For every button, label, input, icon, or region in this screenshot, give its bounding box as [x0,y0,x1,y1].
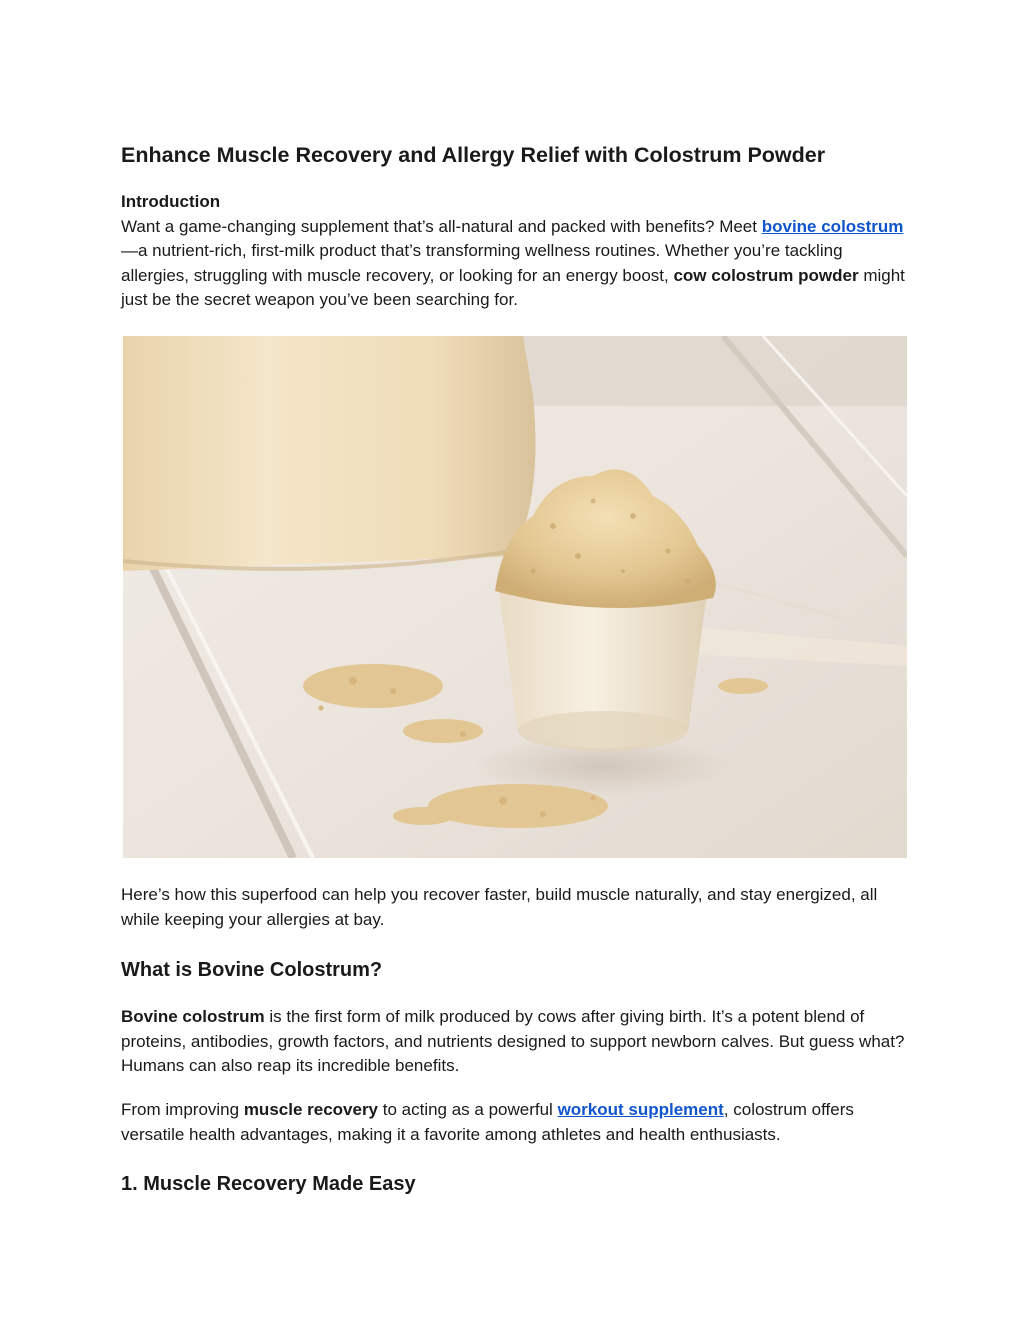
bovine-colostrum-bold: Bovine colostrum [121,1007,265,1026]
document-title: Enhance Muscle Recovery and Allergy Relief with Colostrum Powder [121,143,826,167]
intro-section [121,190,906,313]
intro-summary-paragraph: Here’s how this superfood can help you recover faster, build muscle naturally, and stay energized, all while keeping your allergies at bay. [121,885,878,929]
colostrum-powder-photo [123,336,907,858]
muscle-recovery-bold: muscle recovery [243,1100,379,1119]
section-heading-what-is-bovine-colostrum: What is Bovine Colostrum? [121,959,383,981]
powder-scoop-illustration [123,336,907,858]
benefits-paragraph [121,1098,911,1147]
intro-text-1: Want a game-changing supplement that’s all-natural and packed with benefits? Meet [121,216,762,236]
benefits-text-2: to acting as a powerful [378,1100,558,1119]
intro-text-2: —a nutrient-rich, first-milk product that’s transforming wellness routines. Whether you’re tackling allergies, struggling with muscle recovery, or looking for an energy boost, [121,241,843,285]
workout-supplement-link[interactable]: workout supplement [557,1100,724,1119]
benefits-text-1: From improving [121,1100,244,1119]
bovine-colostrum-link[interactable]: bovine colostrum [761,216,904,236]
intro-text-3: might just be the secret weapon you’ve been searching for. [121,265,905,309]
intro-bold-phrase: cow colostrum powder [673,265,859,285]
bovine-colostrum-text: is the first form of milk produced by cows after giving birth. It’s a potent blend of proteins, antibodies, growth factors, and nutrients designed to support newborn calves. But guess what? Humans can also reap its incredible benefits. [121,1007,905,1075]
intro-paragraph [121,215,906,313]
section-heading-muscle-recovery: 1. Muscle Recovery Made Easy [121,1173,416,1195]
benefits-text-3: , colostrum offers versatile health advantages, making it a favorite among athletes and health enthusiasts. [121,1100,854,1144]
intro-heading: Introduction [121,192,221,211]
bovine-colostrum-paragraph [121,1005,911,1079]
